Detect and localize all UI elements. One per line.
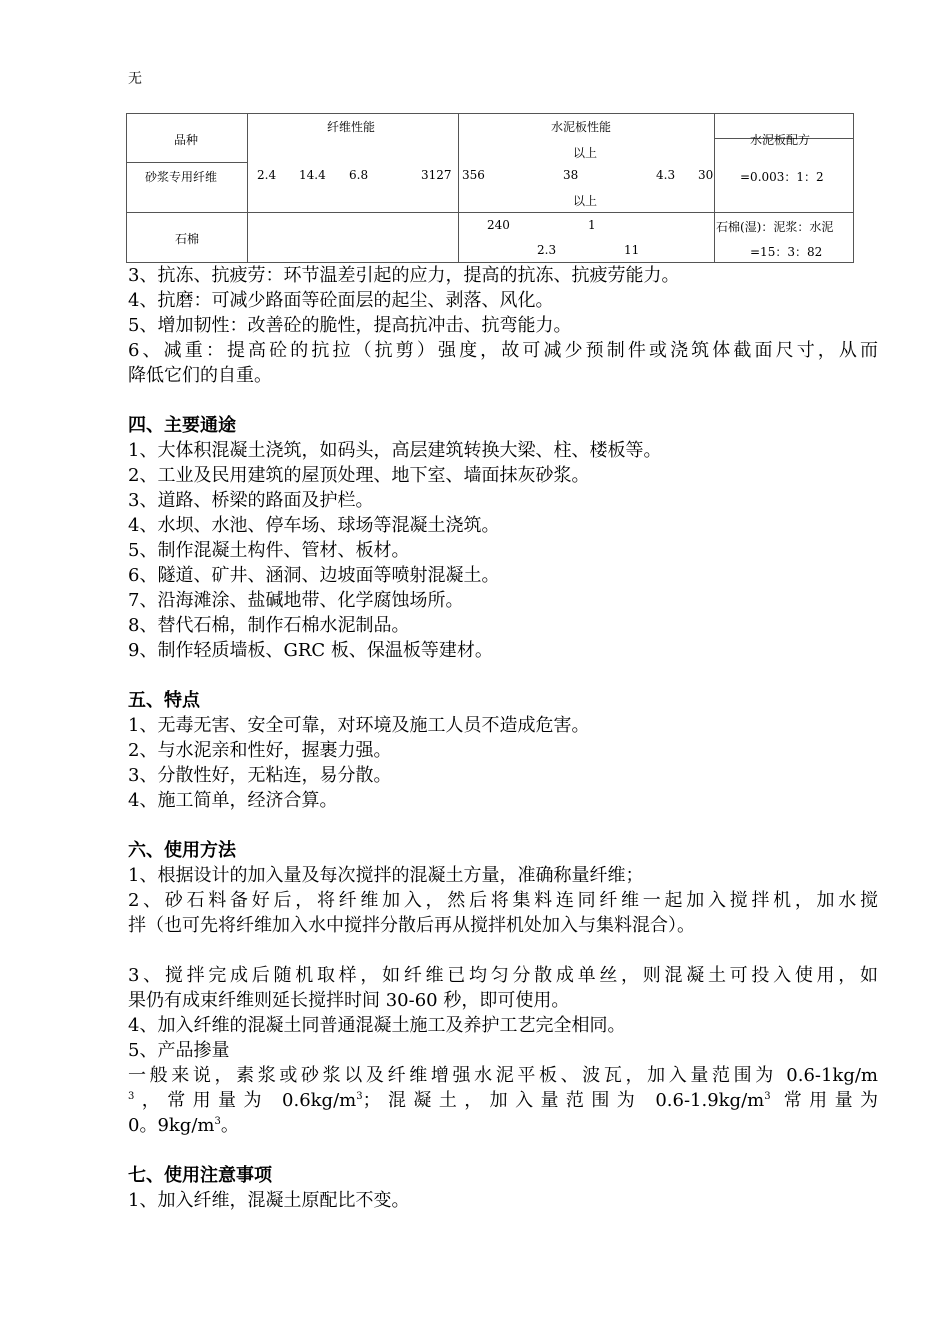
text-line: 降低它们的自重。 — [128, 365, 272, 386]
row1-value: 4.3 — [656, 168, 676, 182]
text-line: 一般来说，素浆或砂浆以及纤维增强水泥平板、波瓦，加入量范围为 0.6-1kg/m — [128, 1065, 878, 1086]
text-line: 3、抗冻、抗疲劳：环节温差引起的应力，提高的抗冻、抗疲劳能力。 — [128, 265, 680, 286]
text-line: 2、工业及民用建筑的屋顶处理、地下室、墙面抹灰砂浆。 — [128, 465, 590, 486]
text-line: 3、分散性好，无粘连，易分散。 — [128, 765, 392, 786]
superscript: 3 — [214, 1116, 221, 1127]
section-heading-4: 四、主要通途 — [128, 415, 236, 436]
text-line: 4、抗磨：可减少路面等砼面层的起尘、剥落、风化。 — [128, 290, 554, 311]
row2-value: 2.3 — [537, 243, 557, 257]
header-variety: 品种 — [174, 133, 199, 147]
row1-value: 356 — [462, 168, 485, 182]
row1-value: 14.4 — [299, 168, 326, 182]
text-line: 1、根据设计的加入量及每次搅拌的混凝土方量，准确称量纤维； — [128, 865, 644, 886]
text-line: 5、产品掺量 — [128, 1040, 230, 1061]
row2-value: 11 — [624, 243, 640, 257]
text-line: 7、沿海滩涂、盐碱地带、化学腐蚀场所。 — [128, 590, 464, 611]
text-line: 4、加入纤维的混凝土同普通混凝土施工及养护工艺完全相同。 — [128, 1015, 626, 1036]
text-span: ，常用量为 0.6kg/m — [134, 1090, 357, 1111]
text-line: 6、隧道、矿井、涵洞、边坡面等喷射混凝土。 — [128, 565, 500, 586]
text-line — [128, 1114, 239, 1138]
table-divider — [247, 114, 248, 262]
text-line: 5、增加韧性：改善砼的脆性，提高抗冲击、抗弯能力。 — [128, 315, 572, 336]
text-line — [128, 1089, 878, 1113]
table-divider — [714, 114, 715, 262]
row1-value: 2.4 — [257, 168, 277, 182]
text-span: 0。9kg/m — [128, 1115, 215, 1136]
text-line: 6、减重：提高砼的抗拉（抗剪）强度，故可减少预制件或浇筑体截面尺寸，从而 — [128, 340, 878, 361]
row1-formula: =0.003：1：2 — [740, 170, 824, 184]
text-line: 1、大体积混凝土浇筑，如码头，高层建筑转换大梁、柱、楼板等。 — [128, 440, 662, 461]
header-formula: 水泥板配方 — [750, 133, 811, 147]
section-heading-5: 五、特点 — [128, 690, 200, 711]
superscript: 3 — [128, 1091, 135, 1102]
text-line: 2、与水泥亲和性好，握裹力强。 — [128, 740, 392, 761]
row1-value: 38 — [563, 168, 579, 182]
superscript: 3 — [356, 1091, 363, 1102]
row2-value: 240 — [487, 218, 510, 232]
text-line: 5、制作混凝土构件、管材、板材。 — [128, 540, 410, 561]
text-line: 8、替代石棉，制作石棉水泥制品。 — [128, 615, 410, 636]
text-line: 3、搅拌完成后随机取样，如纤维已均匀分散成单丝，则混凝土可投入使用，如 — [128, 965, 878, 986]
section-heading-6: 六、使用方法 — [128, 840, 236, 861]
row2-value: 1 — [588, 218, 596, 232]
text-line: 拌（也可先将纤维加入水中搅拌分散后再从搅拌机处加入与集料混合）。 — [128, 915, 695, 936]
text-span: 。 — [220, 1115, 239, 1136]
row2-formula-1: 石棉(湿)：泥浆：水泥 — [716, 220, 834, 234]
header-board: 水泥板性能 — [551, 120, 612, 134]
row1-above-1: 以上 — [573, 146, 598, 160]
row1-value: 6.8 — [349, 168, 369, 182]
text-line: 9、制作轻质墙板、GRC 板、保温板等建材。 — [128, 640, 493, 661]
row2-name: 石棉 — [175, 232, 200, 246]
properties-table — [126, 113, 854, 263]
header-fiber: 纤维性能 — [327, 120, 376, 134]
text-line: 2、砂石料备好后，将纤维加入，然后将集料连同纤维一起加入搅拌机，加水搅 — [128, 890, 878, 911]
top-note: 无 — [128, 71, 142, 87]
table-divider — [127, 212, 853, 213]
row2-formula-2: =15：3：82 — [750, 245, 823, 259]
text-line: 4、水坝、水池、停车场、球场等混凝土浇筑。 — [128, 515, 500, 536]
row1-name: 砂浆专用纤维 — [145, 170, 218, 184]
text-line: 1、加入纤维，混凝土原配比不变。 — [128, 1190, 410, 1211]
table-divider — [127, 162, 247, 163]
text-line: 3、道路、桥梁的路面及护栏。 — [128, 490, 374, 511]
text-span: ；混凝土，加入量范围为 0.6-1.9kg/m — [362, 1090, 765, 1111]
text-line: 1、无毒无害、安全可靠，对环境及施工人员不造成危害。 — [128, 715, 590, 736]
row1-above-2: 以上 — [573, 194, 598, 208]
text-line: 4、施工简单，经济合算。 — [128, 790, 338, 811]
text-line: 果仍有成束纤维则延长搅拌时间 30-60 秒，即可使用。 — [128, 990, 570, 1011]
text-span: 常用量为 — [770, 1090, 878, 1111]
row1-value: 3127 — [421, 168, 452, 182]
superscript: 3 — [764, 1091, 771, 1102]
table-divider — [458, 114, 459, 262]
section-heading-7: 七、使用注意事项 — [128, 1165, 272, 1186]
row1-value: 30 — [698, 168, 714, 182]
